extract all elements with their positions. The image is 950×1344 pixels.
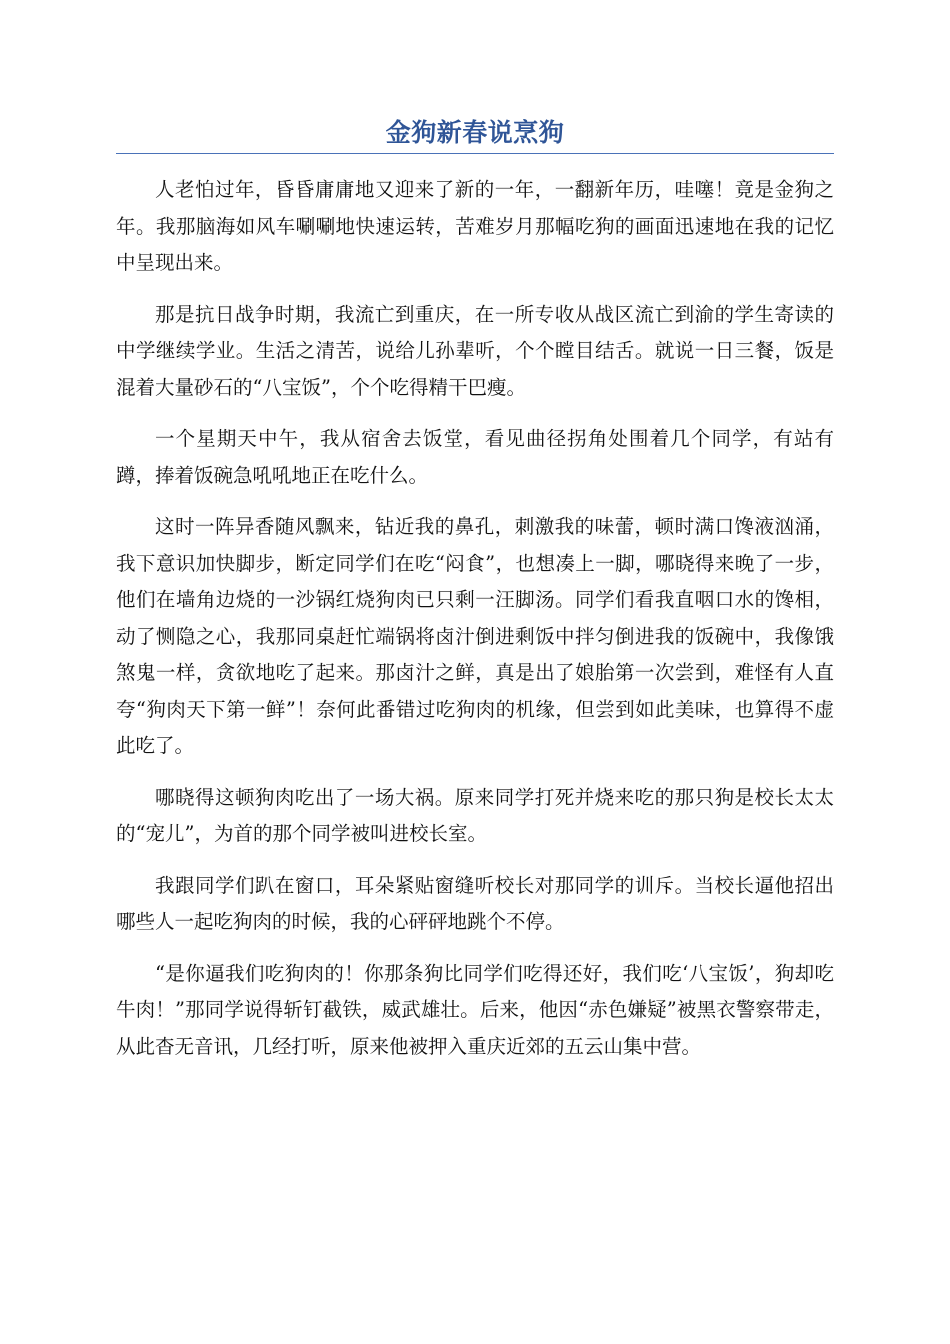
paragraph-3: 一个星期天中午，我从宿舍去饭堂，看见曲径拐角处围着几个同学，有站有蹲，捧着饭碗急吼吼地正在吃什么。: [116, 427, 834, 487]
paragraph-1: 人老怕过年，昏昏庸庸地又迎来了新的一年，一翻新年历，哇噻！竟是金狗之年。我那脑海如风车唰唰地快速运转，苦难岁月那幅吃狗的画面迅速地在我的记忆中呈现出来。: [116, 178, 834, 274]
paragraph-7: “是你逼我们吃狗肉的！你那条狗比同学们吃得还好，我们吃‘八宝饭’，狗却吃牛肉！”那同学说得斩钉截铁，威武雄壮。后来，他因“赤色嫌疑”被黑衣警察带走，从此杳无音讯，几经打听，原来他被押入重庆近郊的五云山集中营。: [116, 961, 834, 1058]
paragraph-4: 这时一阵异香随风飘来，钻近我的鼻孔，刺激我的味蕾，顿时满口馋液汹涌，我下意识加快脚步，断定同学们在吃“闷食”，也想凑上一脚，哪晓得来晚了一步，他们在墙角边烧的一沙锅红烧狗肉已只剩一汪脚汤。同学们看我直咽口水的馋相，动了恻隐之心，我那同桌赶忙端锅将卤汁倒进剩饭中拌匀倒进我的饭碗中，我像饿煞鬼一样，贪欲地吃了起来。那卤汁之鲜，真是出了娘胎第一次尝到，难怪有人直夸“狗肉天下第一鲜”！奈何此番错过吃狗肉的机缘，但尝到如此美味，也算得不虚此吃了。: [116, 515, 834, 757]
paragraph-6: 我跟同学们趴在窗口，耳朵紧贴窗缝听校长对那同学的训斥。当校长逼他招出哪些人一起吃狗肉的时候，我的心砰砰地跳个不停。: [116, 873, 834, 933]
paragraph-5: 哪晓得这顿狗肉吃出了一场大祸。原来同学打死并烧来吃的那只狗是校长太太的“宠儿”，为首的那个同学被叫进校长室。: [116, 785, 834, 845]
document-page: [116, 114, 834, 1080]
document-title: 金狗新春说烹狗: [116, 114, 834, 154]
paragraph-2: 那是抗日战争时期，我流亡到重庆，在一所专收从战区流亡到渝的学生寄读的中学继续学业。生活之清苦，说给儿孙辈听，个个瞠目结舌。就说一日三餐，饭是混着大量砂石的“八宝饭”，个个吃得精干巴瘦。: [116, 302, 834, 399]
